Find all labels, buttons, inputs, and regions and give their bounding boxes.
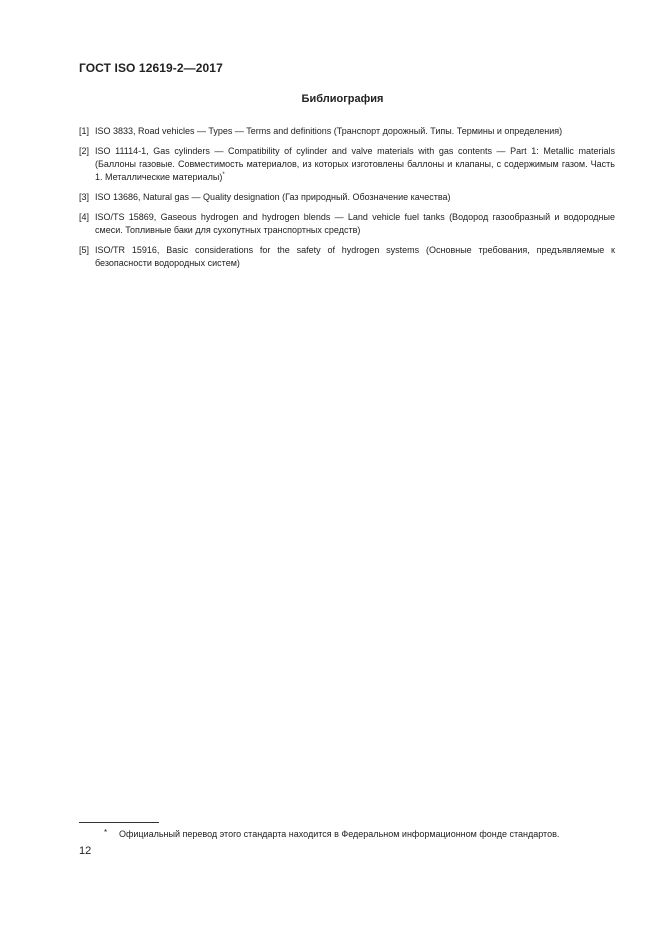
footnote-reference-mark: * (222, 172, 225, 178)
bibliography-list (79, 125, 615, 277)
bibliography-item-text: ISO 13686, Natural gas — Quality designation (Газ природный. Обозначение качества) (95, 192, 451, 202)
bibliography-title: Библиография (301, 93, 384, 105)
bibliography-item-text: ISO 11114-1, Gas cylinders — Compatibility of cylinder and valve materials with gas contents — Part 1: Metallic materials (Баллоны газовые. Совместимость материалов, из которых изготовлены баллоны и клапаны, с содержимым газом. Часть 1. Металлические материалы) (95, 146, 615, 182)
bibliography-item-text: ISO/TS 15869, Gaseous hydrogen and hydrogen blends — Land vehicle fuel tanks (Водород газообразный и водородные смеси. Топливные баки для сухопутных транспортных средств) (95, 212, 615, 235)
bibliography-item-number: [2] (79, 146, 90, 156)
bibliography-item-number: [5] (79, 245, 90, 255)
bibliography-item-text: ISO 3833, Road vehicles — Types — Terms and definitions (Транспорт дорожный. Типы. Термины и определения) (95, 126, 563, 136)
bibliography-item-2 (79, 145, 615, 184)
footnote (104, 829, 624, 840)
bibliography-item-number: [1] (79, 126, 90, 136)
document-code: ГОСТ ISO 12619-2—2017 (79, 61, 223, 75)
bibliography-item-5 (79, 244, 615, 270)
footnote-divider (79, 822, 159, 823)
bibliography-item-4 (79, 211, 615, 237)
bibliography-item-number: [4] (79, 212, 90, 222)
bibliography-item-1 (79, 125, 615, 138)
footnote-text: Официальный перевод этого стандарта находится в Федеральном информационном фонде стандартов. (119, 829, 560, 839)
bibliography-item-text: ISO/TR 15916, Basic considerations for the safety of hydrogen systems (Основные требования, предъявляемые к безопасности водородных систем) (95, 245, 615, 268)
footnote-mark: * (104, 828, 108, 837)
bibliography-item-number: [3] (79, 192, 90, 202)
page-number: 12 (79, 845, 92, 857)
bibliography-item-3 (79, 191, 615, 204)
